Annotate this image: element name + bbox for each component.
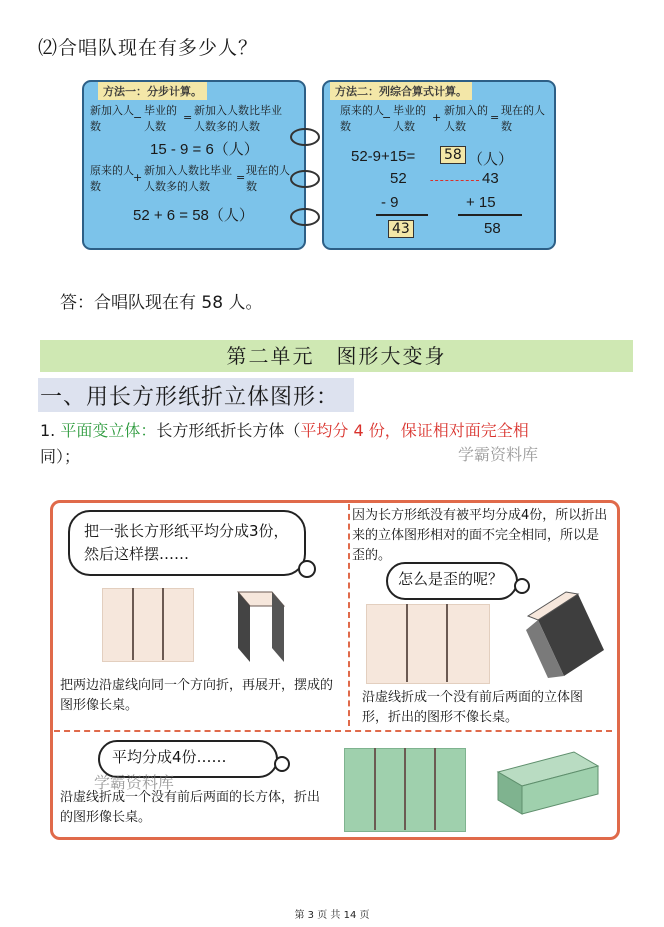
m1-f2-c: 现在的人数 — [246, 164, 290, 193]
unit-title: 第二单元 图形大变身 — [226, 344, 447, 368]
caption1: 把两边沿虚线向同一个方向折，再展开，摆成的图形像长桌。 — [60, 678, 334, 713]
thought-dot-icon — [298, 560, 316, 578]
m2-expression: 52-9+15= — [351, 148, 416, 165]
binder-ring-icon — [290, 128, 320, 146]
v2-line — [458, 214, 522, 216]
m1-calc1: 15 - 9 = 6（人） — [150, 141, 259, 158]
m1-calc2: 52 + 6 = 58（人） — [133, 207, 254, 224]
paper-3-parts — [102, 588, 194, 662]
m2-unit: （人） — [468, 151, 514, 168]
cuboid-icon — [492, 746, 604, 818]
plus-sign: + — [432, 111, 442, 124]
v1-sub: - 9 — [381, 194, 399, 211]
fold-line — [446, 604, 448, 682]
m1-f1-a: 新加入人数 — [90, 104, 134, 133]
item1-text — [40, 418, 640, 470]
minus-sign: − — [382, 111, 392, 124]
m1-f1-b: 毕业的人数 — [144, 104, 177, 133]
m2-result: 58 — [440, 146, 466, 164]
v1-line — [376, 214, 428, 216]
item1-num: 1. — [40, 421, 56, 440]
tilted-prism-icon — [520, 590, 606, 682]
fold-line — [404, 748, 406, 830]
answer-text: 答：合唱队现在有 58 人。 — [60, 293, 263, 313]
m2-f-b: 毕业的人数 — [393, 104, 426, 133]
m1-f2-a: 原来的人数 — [90, 164, 134, 193]
v2-add: + 15 — [466, 194, 496, 211]
bubble2-text: 怎么是歪的呢？ — [398, 570, 504, 588]
m2-f-d: 现在的人数 — [501, 104, 545, 133]
thought-dot-icon — [274, 756, 290, 772]
divider-horizontal — [54, 730, 612, 732]
equals-sign: = — [490, 111, 500, 124]
bubble1-text: 把一张长方形纸平均分成3份，然后这样摆…… — [84, 522, 289, 563]
right-text: 因为长方形纸没有被平均分成4份，所以折出来的立体图形相对的面不完全相同，所以是歪的。 — [352, 508, 608, 563]
item1-label: 平面变立体： — [60, 421, 157, 440]
watermark: 学霸资料库 — [94, 773, 175, 792]
m1-f1-c: 新加入人数比毕业人数多的人数 — [194, 104, 282, 133]
m2-f-a: 原来的人数 — [340, 104, 384, 133]
equals-sign: = — [183, 111, 193, 124]
fold-line — [162, 588, 164, 660]
v2-top: 43 — [482, 170, 499, 187]
divider-vertical — [348, 504, 350, 726]
fold-line — [406, 604, 408, 682]
fold-line — [132, 588, 134, 660]
fold-line — [434, 748, 436, 830]
section-title: 一、用长方形纸折立体图形： — [40, 385, 340, 410]
v1-top: 52 — [390, 170, 407, 187]
item1-red: 平均分 4 份，保证相对面完全相 — [300, 421, 529, 440]
binder-ring-icon — [290, 170, 320, 188]
binder-ring-icon — [290, 208, 320, 226]
plus-sign: + — [133, 171, 143, 184]
item1-text-main: 长方形纸折长方体（ — [156, 421, 301, 440]
caption2: 沿虚线折成一个没有前后两面的立体图形，折出的图形不像长桌。 — [362, 690, 584, 725]
v2-result: 58 — [484, 220, 501, 237]
fold-line — [374, 748, 376, 830]
question-title: ⑵合唱队现在有多少人？ — [38, 37, 259, 59]
page-footer: 第 3 页 共 14 页 — [294, 910, 370, 921]
bubble3-text: 平均分成4份…… — [112, 748, 227, 766]
caption3: 沿虚线折成一个没有前后两面的长方体，折出的图形像长桌。 — [60, 790, 321, 825]
table-shape-icon — [228, 586, 288, 666]
method1-tab: 方法一：分步计算。 — [98, 82, 207, 100]
m1-f2-b: 新加入人数比毕业人数多的人数 — [144, 164, 232, 193]
equals-sign: = — [236, 171, 246, 184]
paper-3-parts-b — [366, 604, 490, 684]
m2-f-c: 新加入的人数 — [444, 104, 488, 133]
v1-result: 43 — [388, 220, 414, 238]
item1-end: 同）； — [40, 447, 81, 466]
minus-sign: − — [133, 111, 143, 124]
method2-tab: 方法二：列综合算式计算。 — [330, 82, 472, 100]
watermark: 学霸资料库 — [458, 445, 539, 464]
